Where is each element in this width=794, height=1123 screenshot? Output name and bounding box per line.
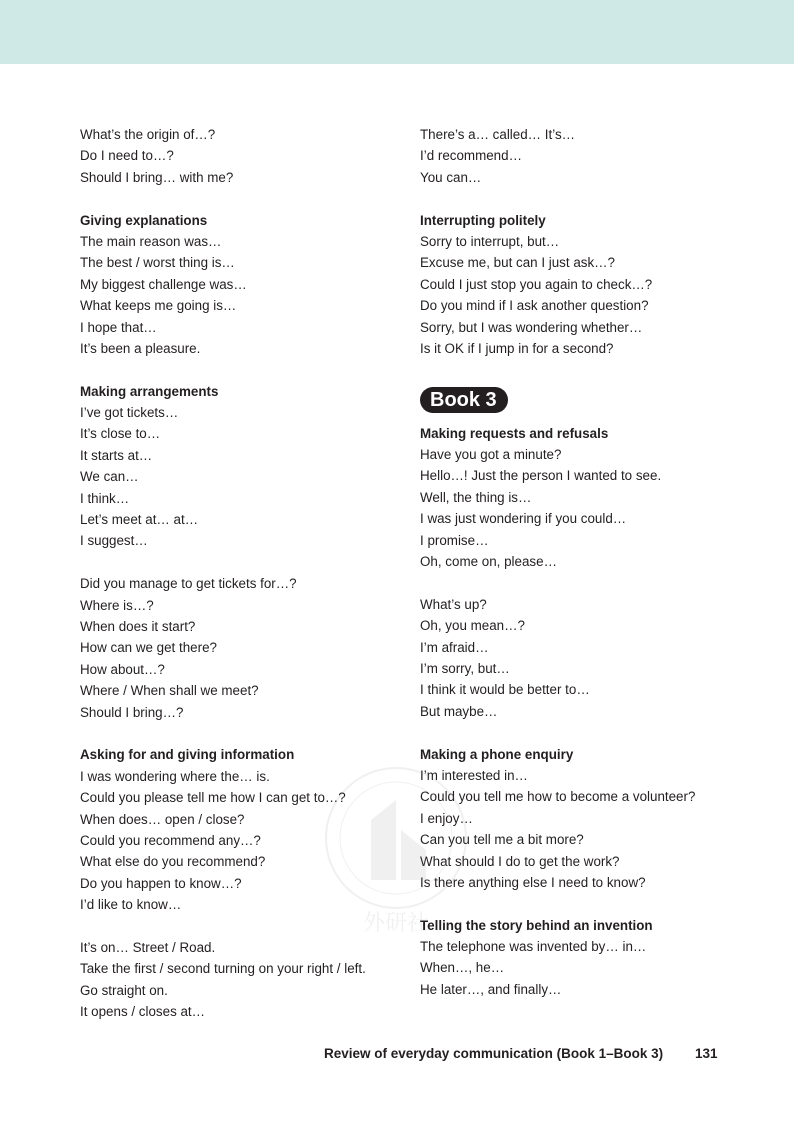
- phrase-line: I was wondering where the… is.: [80, 768, 270, 784]
- phrase-line: Oh, come on, please…: [420, 554, 557, 570]
- phrase-line: Can you tell me a bit more?: [420, 832, 584, 848]
- section-heading: Interrupting politely: [420, 212, 546, 228]
- page-number: 131: [695, 1046, 718, 1061]
- phrase-line: I think…: [80, 490, 130, 506]
- phrase-line: Oh, you mean…?: [420, 618, 525, 634]
- phrase-line: Is it OK if I jump in for a second?: [420, 340, 614, 356]
- book-label-wrap: [420, 381, 730, 423]
- phrase-line: Do you mind if I ask another question?: [420, 298, 649, 314]
- phrase-line: Could you recommend any…?: [80, 832, 261, 848]
- phrase-line: Take the first / second turning on your right / left.: [80, 961, 366, 977]
- phrase-line: I was just wondering if you could…: [420, 511, 627, 527]
- phrase-line: How about…?: [80, 661, 165, 677]
- phrase-line: When…, he…: [420, 960, 505, 976]
- phrase-line: My biggest challenge was…: [80, 276, 247, 292]
- phrase-line: I’ve got tickets…: [80, 405, 179, 421]
- phrase-line: What’s the origin of…?: [80, 127, 216, 142]
- phrase-line: Is there anything else I need to know?: [420, 874, 646, 890]
- phrase-line: How can we get there?: [80, 640, 217, 656]
- phrase-line: It’s been a pleasure.: [80, 340, 201, 356]
- phrase-line: I’m afraid…: [420, 639, 489, 655]
- phrase-line: Where is…?: [80, 597, 154, 613]
- phrase-line: Did you manage to get tickets for…?: [80, 576, 297, 592]
- book-badge: Book 3: [420, 387, 508, 413]
- phrase-line: He later…, and finally…: [420, 981, 562, 997]
- phrase-line: Sorry to interrupt, but…: [420, 233, 560, 249]
- phrase-line: Should I bring… with me?: [80, 169, 234, 185]
- svg-text:外研社: 外研社: [362, 911, 430, 936]
- phrase-line: Let’s meet at… at…: [80, 512, 199, 528]
- phrase-line: The main reason was…: [80, 233, 222, 249]
- phrase-line: Go straight on.: [80, 982, 168, 998]
- phrase-line: Sorry, but I was wondering whether…: [420, 319, 643, 335]
- phrase-line: Well, the thing is…: [420, 489, 532, 505]
- phrase-line: I’d recommend…: [420, 148, 522, 164]
- spacer: [420, 722, 730, 743]
- phrase-line: What keeps me going is…: [80, 298, 237, 314]
- phrase-line: Could I just stop you again to check…?: [420, 276, 653, 292]
- phrase-line: I promise…: [420, 532, 489, 548]
- phrase-line: It starts at…: [80, 447, 153, 463]
- section-heading: Making requests and refusals: [420, 425, 609, 441]
- spacer: [420, 359, 730, 380]
- section-heading: Giving explanations: [80, 212, 208, 228]
- phrase-line: It’s close to…: [80, 426, 161, 442]
- spacer: [420, 188, 730, 209]
- phrase-line: I’m sorry, but…: [420, 660, 510, 676]
- phrase-line: The telephone was invented by… in…: [420, 939, 647, 955]
- spacer: [80, 359, 410, 380]
- phrase-line: The best / worst thing is…: [80, 255, 235, 271]
- phrase-line: Where / When shall we meet?: [80, 683, 259, 699]
- phrase-line: It opens / closes at…: [80, 1004, 206, 1020]
- footer-title: Review of everyday communication (Book 1–Book 3): [324, 1046, 664, 1061]
- phrase-line: Hello…! Just the person I wanted to see.: [420, 468, 662, 484]
- phrase-line: It’s on… Street / Road.: [80, 939, 216, 955]
- section-heading: Asking for and giving information: [80, 747, 295, 763]
- phrase-line: What else do you recommend?: [80, 854, 266, 870]
- spacer: [420, 572, 730, 593]
- phrase-line: I suggest…: [80, 533, 148, 549]
- phrase-line: What should I do to get the work?: [420, 853, 620, 869]
- phrase-line: I enjoy…: [420, 810, 473, 826]
- section-heading: Telling the story behind an invention: [420, 917, 653, 933]
- phrase-line: What’s up?: [420, 596, 487, 612]
- phrase-line: When does it start?: [80, 618, 196, 634]
- phrase-line: There’s a… called… It’s…: [420, 127, 576, 142]
- spacer: [80, 188, 410, 209]
- phrase-line: I’m interested in…: [420, 767, 528, 783]
- phrase-line: You can…: [420, 169, 482, 185]
- phrase-line: I hope that…: [80, 319, 157, 335]
- phrase-line: When does… open / close?: [80, 811, 245, 827]
- spacer: [80, 723, 410, 744]
- phrase-line: But maybe…: [420, 703, 498, 719]
- phrase-line: Could you tell me how to become a volunteer?: [420, 789, 696, 805]
- phrase-line: I’d like to know…: [80, 897, 182, 913]
- phrase-line: Do I need to…?: [80, 148, 174, 164]
- phrase-line: Excuse me, but can I just ask…?: [420, 255, 615, 271]
- phrase-line: I think it would be better to…: [420, 682, 590, 698]
- publisher-watermark-logo: [316, 760, 476, 940]
- phrase-line: Should I bring…?: [80, 704, 184, 720]
- phrase-line: Have you got a minute?: [420, 447, 562, 463]
- phrase-line: Could you please tell me how I can get to…?: [80, 790, 346, 806]
- section-heading: Making arrangements: [80, 383, 219, 399]
- section-heading: Making a phone enquiry: [420, 746, 574, 762]
- header-band: [0, 0, 794, 64]
- spacer: [80, 552, 410, 573]
- phrase-line: Do you happen to know…?: [80, 875, 242, 891]
- phrase-line: We can…: [80, 469, 139, 485]
